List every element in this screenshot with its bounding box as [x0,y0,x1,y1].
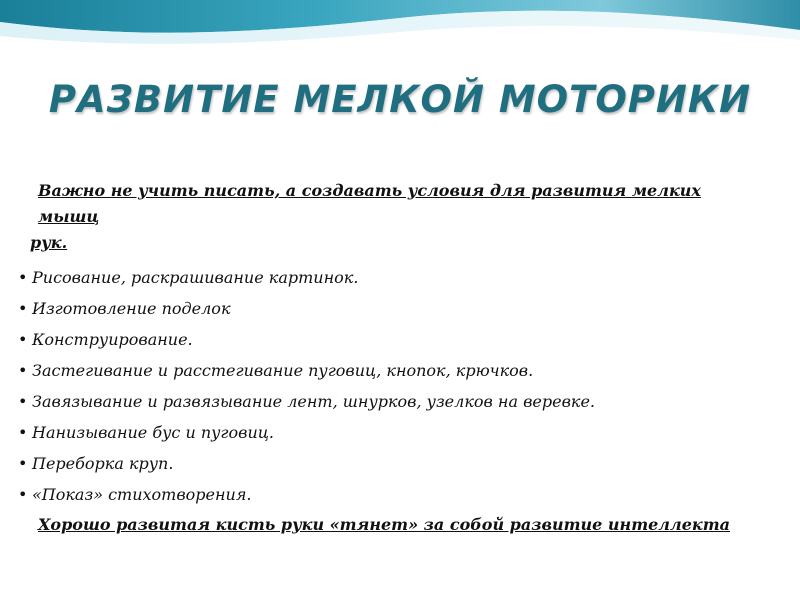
slide-title: РАЗВИТИЕ МЕЛКОЙ МОТОРИКИ [48,78,752,121]
list-item [18,386,748,417]
list-item [18,417,748,448]
list-item-text: Изготовление поделок [32,299,231,318]
list-item-text: Конструирование. [32,330,193,349]
list-item-text: Нанизывание бус и пуговиц. [32,423,274,442]
slide-content [18,178,748,538]
list-item [18,324,748,355]
list-item [18,293,748,324]
bullet-icon: • [18,423,28,442]
list-item [18,479,748,510]
list-item-text: Застегивание и расстегивание пуговиц, кнопок, крючков. [32,361,534,380]
outro-text: Хорошо развитая кисть руки «тянет» за собой развитие интеллекта [38,515,731,534]
list-item-text: Рисование, раскрашивание картинок. [32,268,359,287]
intro-text [18,178,748,256]
intro-line-1: Важно не учить писать, а создавать условия для развития мелких мышц [38,181,701,226]
list-item [18,448,748,479]
bullet-icon: • [18,454,28,473]
bullet-icon: • [18,330,28,349]
list-item [18,262,748,293]
list-item-text: «Показ» стихотворения. [32,485,252,504]
decorative-wave-header [0,0,800,80]
bullet-icon: • [18,299,28,318]
bullet-icon: • [18,361,28,380]
bullet-list [18,262,748,510]
list-item [18,355,748,386]
bullet-icon: • [18,392,28,411]
list-item-text: Переборка круп. [32,454,174,473]
intro-line-2: рук. [30,233,68,252]
bullet-icon: • [18,485,28,504]
list-item-text: Завязывание и развязывание лент, шнурков, узелков на веревке. [32,392,595,411]
bullet-icon: • [18,268,28,287]
